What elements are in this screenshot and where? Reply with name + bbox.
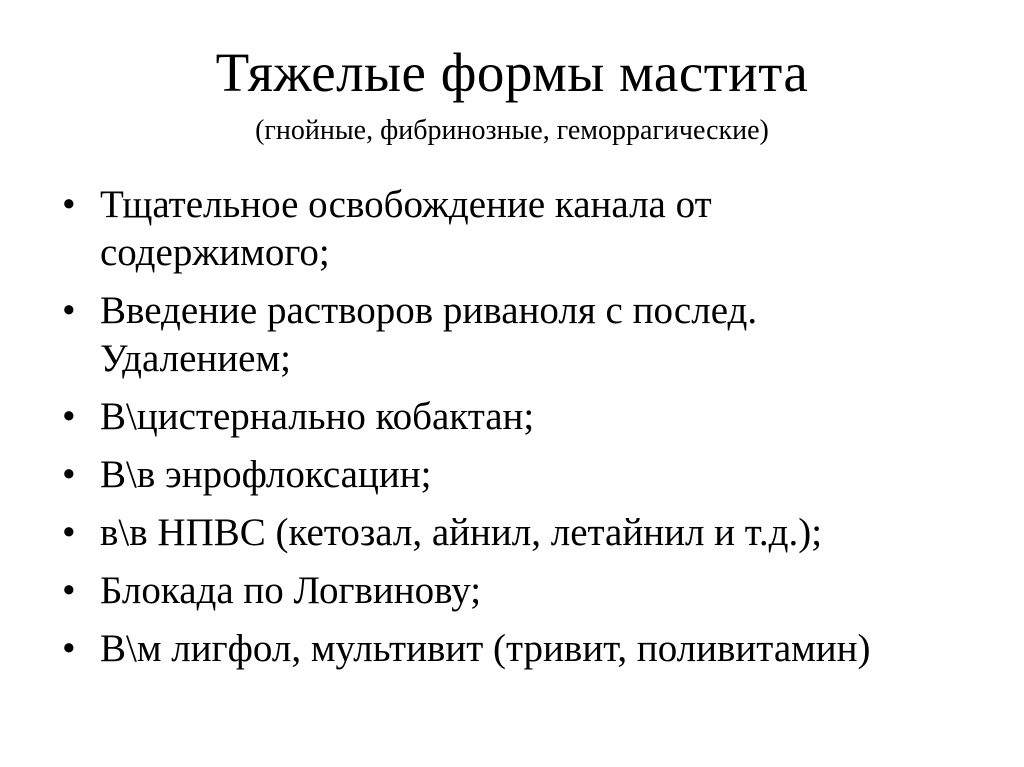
list-item-text-line2: содержимого; bbox=[100, 231, 330, 274]
bullet-icon: • bbox=[62, 511, 76, 554]
list-item bbox=[62, 509, 982, 557]
bullet-icon: • bbox=[62, 289, 76, 332]
bullet-list bbox=[62, 181, 982, 683]
slide-subtitle: (гнойные, фибринозные, геморрагические) bbox=[255, 115, 769, 146]
slide-title: Тяжелые формы мастита bbox=[215, 42, 809, 103]
bullet-icon: • bbox=[62, 395, 76, 438]
bullet-icon: • bbox=[62, 569, 76, 612]
list-item bbox=[62, 181, 982, 277]
bullet-icon: • bbox=[62, 627, 76, 670]
list-item bbox=[62, 287, 982, 383]
list-item-text-line2: Удалением; bbox=[100, 337, 291, 380]
list-item bbox=[62, 393, 982, 441]
list-item-text-line1: Тщательное освобождение канала от bbox=[100, 183, 712, 226]
bullet-icon: • bbox=[62, 183, 76, 226]
list-item-text: В\м лигфол, мультивит (тривит, поливитамин) bbox=[100, 627, 871, 670]
list-item-text-line1: Введение растворов риваноля с послед. bbox=[100, 289, 758, 332]
list-item-text: В\в энрофлоксацин; bbox=[100, 453, 432, 496]
bullet-icon: • bbox=[62, 453, 76, 496]
list-item bbox=[62, 567, 982, 615]
list-item-text: В\цистернально кобактан; bbox=[100, 395, 535, 438]
list-item bbox=[62, 451, 982, 499]
list-item-text: в\в НПВС (кетозал, айнил, летайнил и т.д.); bbox=[100, 511, 823, 554]
list-item bbox=[62, 625, 982, 673]
title-block bbox=[0, 40, 1024, 148]
list-item-text: Блокада по Логвинову; bbox=[100, 569, 482, 612]
